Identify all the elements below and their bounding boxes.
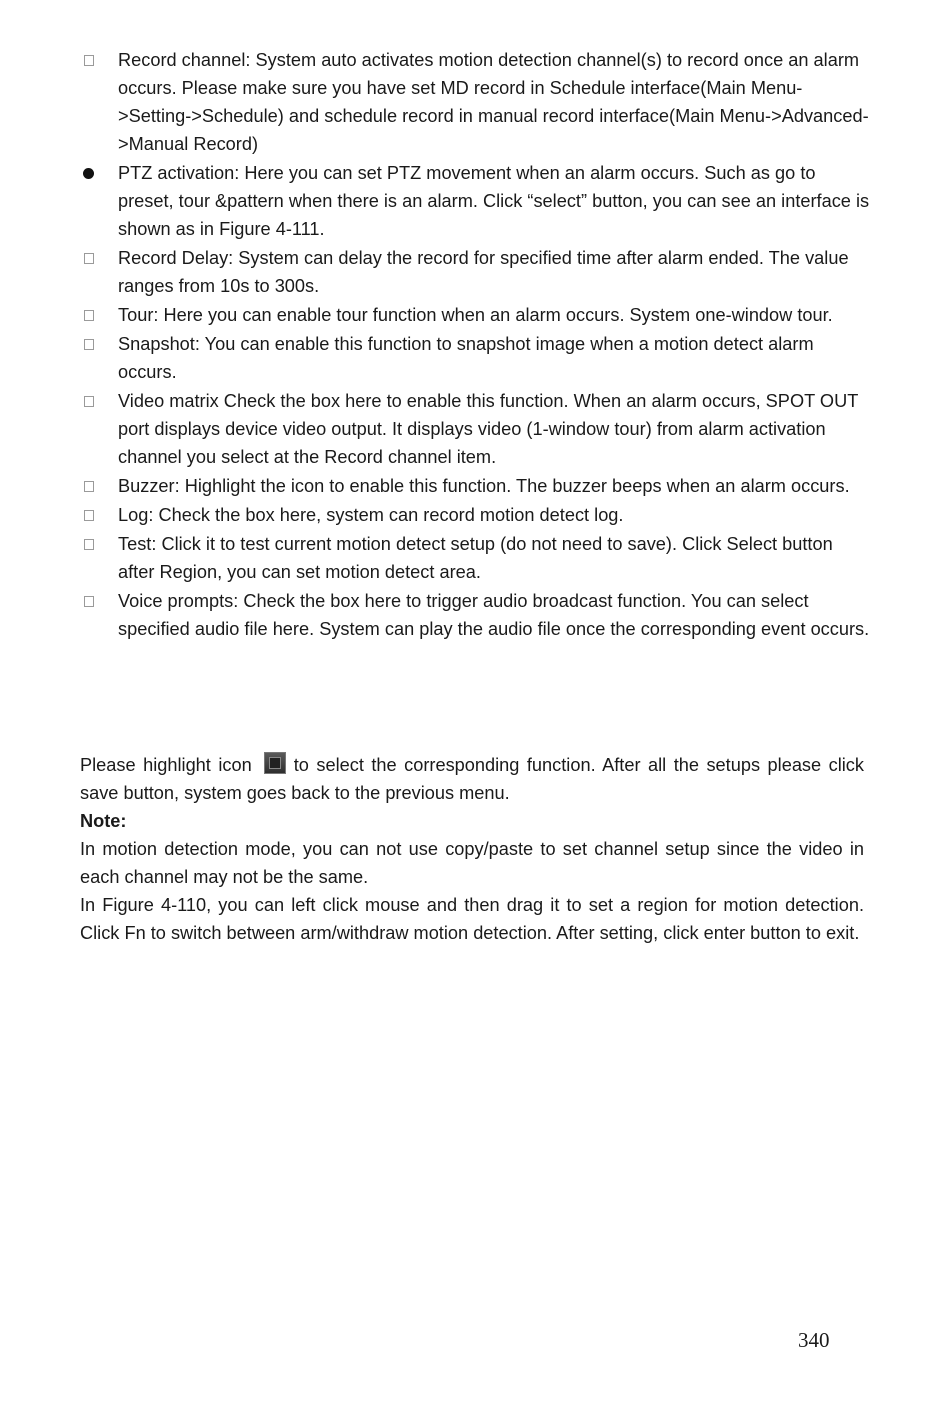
checkbox-bullet-icon <box>80 530 94 558</box>
body-text <box>80 751 864 947</box>
list-item <box>80 530 870 586</box>
note-heading: Note: <box>80 811 127 831</box>
highlight-paragraph <box>80 751 864 807</box>
checkbox-bullet-icon <box>80 330 94 358</box>
checkbox-bullet-icon <box>80 244 94 272</box>
list-item <box>80 46 870 158</box>
list-item-text: Record channel: System auto activates motion detection channel(s) to record once an alarm occurs. Please make sure you have set MD record in Schedule interface(Main Menu->Setting->Schedule) and schedule record in manual record interface(Main Menu->Advanced->Manual Record) <box>118 50 869 154</box>
highlight-text-after: to select the corresponding function. After all the setups please click save button, system goes back to the previous menu. <box>80 755 864 803</box>
feature-list <box>80 46 870 644</box>
page-number: 340 <box>798 1328 830 1352</box>
list-item-text: Tour: Here you can enable tour function when an alarm occurs. System one-window tour. <box>118 305 833 325</box>
region-paragraph: In Figure 4-110, you can left click mouse and then drag it to set a region for motion detection. Click Fn to switch between arm/withdraw motion detection. After setting, click enter button to exit. <box>80 895 864 943</box>
checkbox-bullet-icon <box>80 46 94 74</box>
checkbox-bullet-icon <box>80 387 94 415</box>
list-item-text: Snapshot: You can enable this function to snapshot image when a motion detect alarm occurs. <box>118 334 814 382</box>
checkbox-bullet-icon <box>80 501 94 529</box>
list-item-text: Record Delay: System can delay the record for specified time after alarm ended. The value ranges from 10s to 300s. <box>118 248 849 296</box>
list-item <box>80 501 870 529</box>
list-item <box>80 159 870 243</box>
list-item-text: Buzzer: Highlight the icon to enable this function. The buzzer beeps when an alarm occurs. <box>118 476 850 496</box>
highlight-text-before: Please highlight icon <box>80 755 252 775</box>
list-item-text: Test: Click it to test current motion detect setup (do not need to save). Click Select button after Region, you can set motion detect area. <box>118 534 833 582</box>
list-item-text: PTZ activation: Here you can set PTZ movement when an alarm occurs. Such as go to preset, tour &pattern when there is an alarm. Click “select” button, you can see an interface is shown as in Figure 4-111. <box>118 163 870 239</box>
note-paragraph: In motion detection mode, you can not use copy/paste to set channel setup since the video in each channel may not be the same. <box>80 839 864 887</box>
list-item <box>80 244 870 300</box>
list-item <box>80 330 870 386</box>
checkbox-bullet-icon <box>80 301 94 329</box>
list-item-text: Voice prompts: Check the box here to trigger audio broadcast function. You can select specified audio file here. System can play the audio file once the corresponding event occurs. <box>118 591 870 639</box>
checkbox-bullet-icon <box>80 587 94 615</box>
list-item <box>80 472 870 500</box>
list-item <box>80 587 870 643</box>
list-item-text: Log: Check the box here, system can record motion detect log. <box>118 505 624 525</box>
checkbox-bullet-icon <box>80 472 94 500</box>
list-item <box>80 301 870 329</box>
list-item-text: Video matrix Check the box here to enable this function. When an alarm occurs, SPOT OUT port displays device video output. It displays video (1-window tour) from alarm activation channel you select at the Record channel item. <box>118 391 858 467</box>
round-bullet-icon <box>80 159 94 187</box>
list-item <box>80 387 870 471</box>
function-highlight-icon <box>264 752 286 774</box>
